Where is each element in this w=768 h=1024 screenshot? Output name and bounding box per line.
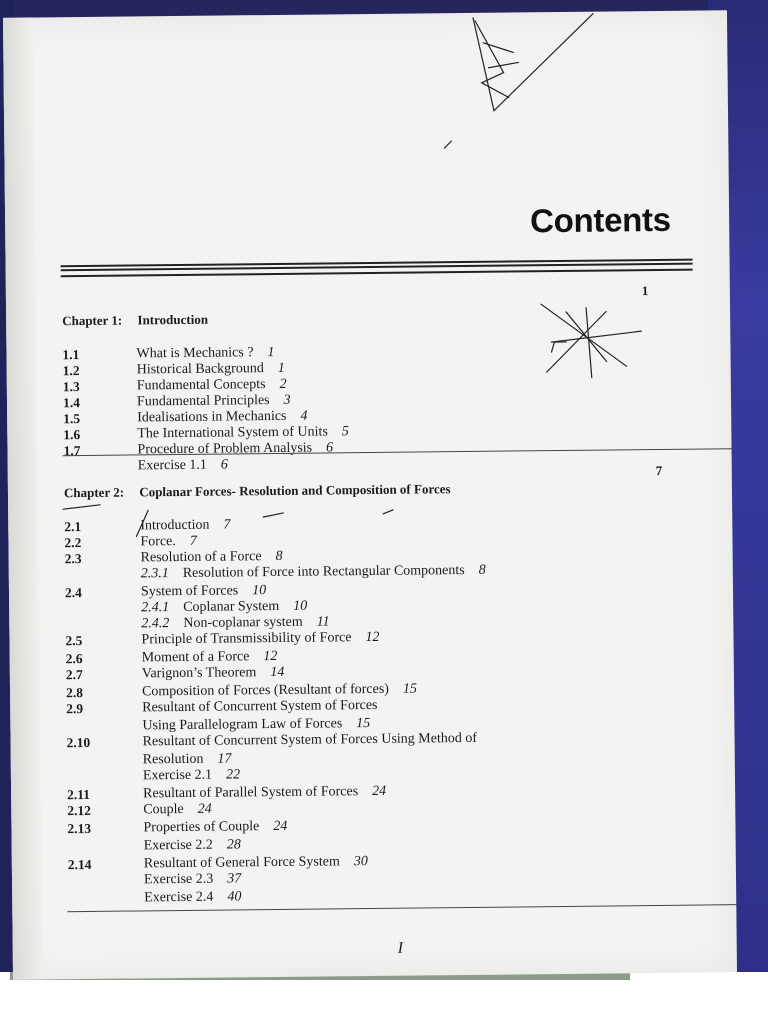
toc-entry-title: Exercise 2.1 bbox=[142, 767, 213, 784]
toc-section-number: 2.7 bbox=[65, 667, 83, 683]
chapter-2-title: Coplanar Forces- Resolution and Composition of Forces bbox=[139, 481, 451, 500]
toc-entry-title: Resultant of Concurrent System of Forces bbox=[142, 697, 378, 716]
toc-entry-page: 2 bbox=[279, 376, 287, 392]
chapter-2-label: Chapter 2: bbox=[63, 484, 125, 501]
toc-entry-title: Principle of Transmissibility of Force bbox=[141, 630, 352, 648]
toc-section-number: 1.6 bbox=[63, 427, 81, 443]
toc-entry-title: Exercise 2.4 bbox=[144, 889, 214, 906]
toc-section-number: 1.2 bbox=[62, 363, 80, 379]
toc-entry-page: 30 bbox=[353, 854, 368, 870]
toc-entry-title: Force. bbox=[140, 534, 176, 550]
toc-section-number: 2.5 bbox=[65, 633, 83, 649]
toc-entry-page: 28 bbox=[226, 837, 241, 853]
toc-entry-title: Resolution of Force into Rectangular Components bbox=[182, 563, 465, 581]
toc-section-number: 2.14 bbox=[67, 856, 92, 873]
toc-entry-page: 15 bbox=[402, 681, 418, 697]
toc-entry-title: Exercise 2.3 bbox=[143, 871, 214, 888]
toc-section-number: 2.12 bbox=[67, 802, 91, 819]
toc-entry-page: 7 bbox=[189, 533, 197, 549]
toc-entry-title: Moment of a Force bbox=[141, 649, 250, 666]
toc-section-number: 2.13 bbox=[67, 820, 92, 837]
toc-entry-page: 8 bbox=[275, 548, 283, 564]
toc-entry-page: 8 bbox=[478, 562, 486, 578]
toc-entry-page: 17 bbox=[217, 751, 232, 767]
toc-entry-page: 4 bbox=[300, 408, 308, 424]
toc-entry-title: Resultant of Concurrent System of Forces Using Method of bbox=[142, 730, 478, 750]
toc-entry-page: 1 bbox=[267, 344, 275, 361]
toc-entry-title: Resolution of a Force bbox=[140, 549, 262, 566]
toc-entry-page: 24 bbox=[372, 783, 387, 799]
toc-entry-title: Exercise 1.1 bbox=[137, 457, 207, 474]
toc-entry-title: Introduction bbox=[140, 517, 210, 534]
toc-entry-page: 1 bbox=[277, 360, 285, 376]
toc-entry-title: Couple bbox=[143, 801, 184, 818]
toc-section-number: 2.6 bbox=[65, 651, 83, 667]
toc-section-number: 2.11 bbox=[67, 786, 91, 803]
toc-entry-title: Procedure of Problem Analysis bbox=[137, 440, 313, 458]
toc-entry-title: Fundamental Principles bbox=[136, 393, 270, 410]
footer-page-number: I bbox=[397, 939, 404, 957]
toc-entry-page: 12 bbox=[263, 648, 278, 665]
toc-entry-page: 37 bbox=[227, 871, 242, 887]
book-page bbox=[3, 10, 737, 980]
toc-entry-page: 11 bbox=[316, 614, 330, 630]
toc-entry-title: Exercise 2.2 bbox=[143, 837, 213, 854]
toc-entry-page: 14 bbox=[270, 664, 285, 681]
toc-entry-title: Fundamental Concepts bbox=[136, 377, 266, 394]
toc-entry-title: Historical Background bbox=[136, 361, 264, 378]
toc-section-number: 2.10 bbox=[66, 734, 91, 751]
toc-section-number: 1.5 bbox=[63, 411, 81, 427]
chapter-1-title: Introduction bbox=[137, 311, 209, 328]
toc-entry-title: Resolution bbox=[142, 751, 204, 768]
toc-section-number: 2.3 bbox=[64, 551, 82, 567]
toc-entry-title: Coplanar System bbox=[183, 598, 280, 615]
toc-entry-title: Non-coplanar system bbox=[183, 614, 303, 631]
chapter-1-page: 1 bbox=[641, 283, 649, 299]
toc-entry-title: The International System of Units bbox=[137, 424, 328, 442]
toc-subsection-number: 2.4.1 bbox=[141, 600, 170, 616]
page-title: Contents bbox=[529, 200, 671, 240]
chapter-1-label: Chapter 1: bbox=[62, 312, 123, 329]
toc-section-number: 1.1 bbox=[62, 347, 80, 363]
toc-section-number: 1.4 bbox=[62, 395, 80, 411]
toc-entry-page: 6 bbox=[326, 440, 334, 456]
toc-entry-page: 15 bbox=[356, 716, 371, 732]
toc-section-number: 2.1 bbox=[64, 519, 82, 535]
toc-entry-title: What is Mechanics ? bbox=[136, 345, 254, 362]
toc-section-number: 2.8 bbox=[65, 685, 84, 701]
toc-subsection-number: 2.4.2 bbox=[141, 616, 170, 632]
toc-subsection-number: 2.3.1 bbox=[140, 566, 169, 582]
toc-entry-title: Composition of Forces (Resultant of forces) bbox=[141, 681, 390, 700]
toc-entry-page: 10 bbox=[293, 598, 308, 614]
chapter-2-page: 7 bbox=[655, 462, 663, 479]
toc-section-number: 2.9 bbox=[66, 701, 84, 717]
toc-section-number: 2.4 bbox=[64, 585, 82, 601]
toc-entry-title: Idealisations in Mechanics bbox=[137, 408, 287, 426]
toc-section-number: 1.3 bbox=[62, 379, 80, 395]
toc-entry-page: 40 bbox=[227, 889, 242, 905]
toc-entry-page: 22 bbox=[226, 767, 241, 783]
toc-entry-title: Varignon’s Theorem bbox=[141, 665, 257, 682]
toc-entry-title: Using Parallelogram Law of Forces bbox=[142, 716, 343, 734]
toc-entry-page: 24 bbox=[197, 801, 212, 817]
toc-entry-page: 5 bbox=[341, 424, 349, 440]
toc-entry-page: 10 bbox=[252, 583, 267, 599]
pen-scribble-marks bbox=[3, 10, 737, 980]
toc-entry-title: System of Forces bbox=[140, 583, 239, 600]
toc-section-number: 2.2 bbox=[64, 535, 82, 551]
toc-entry-title: Resultant of Parallel System of Forces bbox=[143, 784, 359, 802]
toc-entry-title: Properties of Couple bbox=[143, 819, 260, 836]
toc-entry-page: 7 bbox=[223, 517, 231, 533]
toc-section-number: 1.7 bbox=[63, 443, 81, 459]
toc-entry-page: 12 bbox=[365, 629, 380, 646]
toc-entry-page: 24 bbox=[273, 818, 288, 835]
toc-entry-page: 6 bbox=[220, 457, 228, 473]
toc-entry-title: Resultant of General Force System bbox=[143, 854, 340, 872]
toc-entry-page: 3 bbox=[283, 392, 291, 408]
